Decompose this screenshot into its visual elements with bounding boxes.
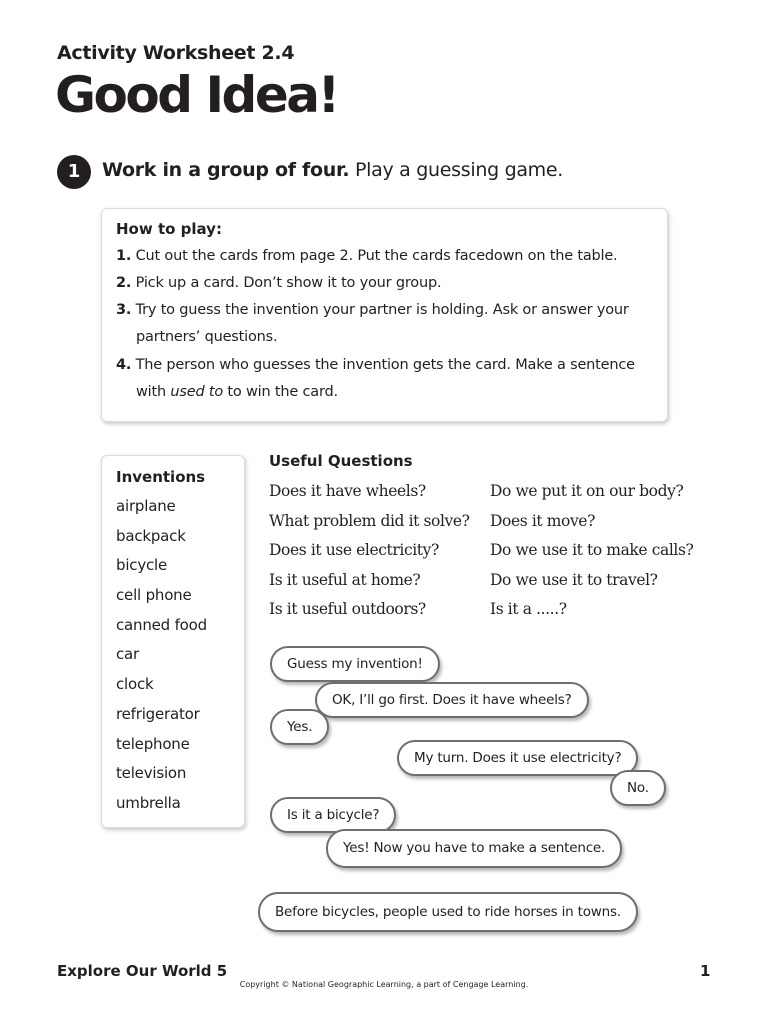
list-item: umbrella	[116, 793, 181, 812]
list-item: clock	[116, 675, 154, 694]
speech-bubble-6: Is it a bicycle?	[270, 797, 396, 833]
question-left-1: Does it have wheels?	[269, 482, 426, 500]
question-right-5: Is it a .....?	[490, 600, 567, 618]
step-4-continued: with used to to win the card.	[136, 384, 338, 400]
question-left-2: What problem did it solve?	[269, 512, 470, 530]
speech-bubble-2: OK, I’ll go first. Does it have wheels?	[315, 682, 589, 718]
activity-instruction	[102, 159, 563, 181]
list-item: bicycle	[116, 556, 168, 575]
step-2: 2. Pick up a card. Don’t show it to your group.	[116, 275, 442, 291]
question-right-2: Does it move?	[490, 512, 595, 530]
list-item: car	[116, 645, 140, 664]
instruction-rest: Play a guessing game.	[349, 159, 564, 181]
list-item: television	[116, 764, 187, 783]
inventions-list	[116, 494, 207, 821]
footer-book-title: Explore Our World 5	[57, 962, 228, 980]
step-3-continued: partners’ questions.	[136, 329, 278, 345]
speech-bubble-8: Before bicycles, people used to ride horses in towns.	[258, 892, 638, 932]
question-right-4: Do we use it to travel?	[490, 571, 658, 589]
question-right-1: Do we put it on our body?	[490, 482, 684, 500]
speech-bubble-5: No.	[610, 770, 666, 806]
step-3: 3. Try to guess the invention your partner is holding. Ask or answer your	[116, 302, 629, 318]
page-title: Good Idea!	[55, 66, 338, 124]
step-1: 1. Cut out the cards from page 2. Put the cards facedown on the table.	[116, 248, 618, 264]
question-left-5: Is it useful outdoors?	[269, 600, 426, 618]
how-to-play-heading: How to play:	[116, 220, 222, 238]
list-item: cell phone	[116, 586, 192, 605]
inventions-heading: Inventions	[116, 468, 206, 486]
speech-bubble-3: Yes.	[270, 709, 329, 745]
question-left-4: Is it useful at home?	[269, 571, 421, 589]
copyright-notice: Copyright © National Geographic Learning, a part of Cengage Learning.	[239, 980, 529, 989]
useful-questions-heading: Useful Questions	[269, 452, 413, 470]
question-right-3: Do we use it to make calls?	[490, 541, 694, 559]
list-item: backpack	[116, 526, 186, 545]
question-left-3: Does it use electricity?	[269, 541, 439, 559]
step-4: 4. The person who guesses the invention gets the card. Make a sentence	[116, 357, 635, 373]
page-number: 1	[700, 962, 711, 980]
list-item: canned food	[116, 615, 207, 634]
speech-bubble-1: Guess my invention!	[270, 646, 440, 682]
list-item: telephone	[116, 734, 190, 753]
speech-bubble-7: Yes! Now you have to make a sentence.	[326, 829, 622, 868]
list-item: airplane	[116, 497, 176, 515]
list-item: refrigerator	[116, 704, 200, 723]
activity-number-badge: 1	[57, 155, 91, 189]
instruction-bold: Work in a group of four.	[102, 159, 350, 181]
worksheet-subtitle: Activity Worksheet 2.4	[57, 42, 295, 64]
speech-bubble-4: My turn. Does it use electricity?	[397, 740, 638, 776]
